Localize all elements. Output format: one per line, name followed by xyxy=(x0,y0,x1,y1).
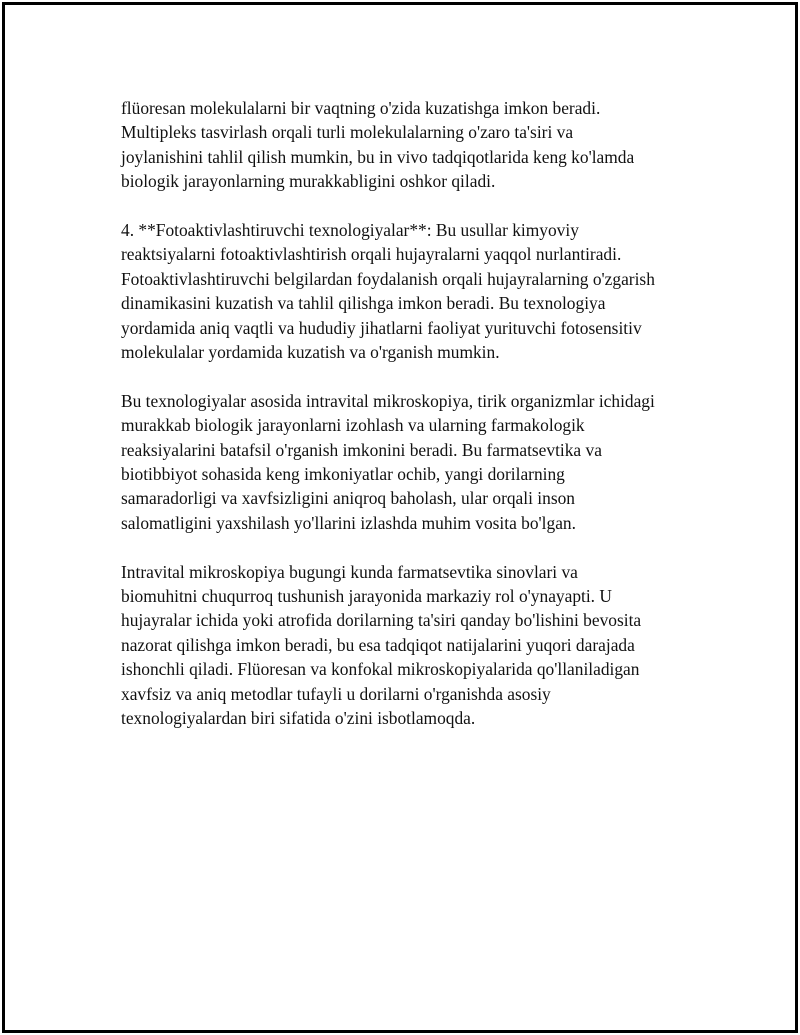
text-line: xavfsiz va aniq metodlar tufayli u dorilarni o'rganishda asosiy xyxy=(121,683,551,704)
text-line: reaktsiyalarni fotoaktivlashtirish orqali hujayralarni yaqqol nurlantiradi. xyxy=(121,244,622,265)
text-line: 4. **Fotoaktivlashtiruvchi texnologiyalar**: Bu usullar kimyoviy xyxy=(121,220,579,241)
text-line: Intravital mikroskopiya bugungi kunda farmatsevtika sinovlari va xyxy=(121,561,578,582)
page-content xyxy=(121,96,701,755)
paragraph-1 xyxy=(121,96,701,194)
paragraph-3 xyxy=(121,389,701,535)
text-line: molekulalar yordamida kuzatish va o'rganish mumkin. xyxy=(121,342,500,363)
paragraph-2 xyxy=(121,218,701,364)
text-line: biotibbiyot sohasida keng imkoniyatlar ochib, yangi dorilarning xyxy=(121,464,565,485)
text-line: biomuhitni chuqurroq tushunish jarayonida markaziy rol o'ynayapti. U xyxy=(121,586,612,607)
text-line: hujayralar ichida yoki atrofida dorilarning ta'siri qanday bo'lishini bevosita xyxy=(121,610,642,631)
text-line: biologik jarayonlarning murakkabligini oshkor qiladi. xyxy=(121,171,496,192)
text-line: ishonchli qiladi. Flüoresan va konfokal mikroskopiyalarida qo'llaniladigan xyxy=(121,659,640,680)
paragraph-4 xyxy=(121,560,701,731)
text-line: Bu texnologiyalar asosida intravital mikroskopiya, tirik organizmlar ichidagi xyxy=(121,390,655,411)
text-line: texnologiyalardan biri sifatida o'zini isbotlamoqda. xyxy=(121,708,476,729)
text-line: Fotoaktivlashtiruvchi belgilardan foydalanish orqali hujayralarning o'zgarish xyxy=(121,268,655,289)
text-line: dinamikasini kuzatish va tahlil qilishga imkon beradi. Bu texnologiya xyxy=(121,293,606,314)
text-line: joylanishini tahlil qilish mumkin, bu in vivo tadqiqotlarida keng ko'lamda xyxy=(121,146,635,167)
text-line: nazorat qilishga imkon beradi, bu esa tadqiqot natijalarini yuqori darajada xyxy=(121,634,635,655)
text-line: yordamida aniq vaqtli va hududiy jihatlarni faoliyat yurituvchi fotosensitiv xyxy=(121,317,642,338)
text-line: flüoresan molekulalarni bir vaqtning o'zida kuzatishga imkon beradi. xyxy=(121,98,601,118)
text-line: murakkab biologik jarayonlarni izohlash va ularning farmakologik xyxy=(121,415,585,436)
text-line: reaksiyalarini batafsil o'rganish imkonini beradi. Bu farmatsevtika va xyxy=(121,439,602,460)
text-line: samaradorligi va xavfsizligini aniqroq baholash, ular orqali inson xyxy=(121,488,575,509)
page-frame xyxy=(2,2,798,1033)
text-line: Multipleks tasvirlash orqali turli molekulalarning o'zaro ta'siri va xyxy=(121,122,574,143)
text-line: salomatligini yaxshilash yo'llarini izlashda muhim vosita bo'lgan. xyxy=(121,512,576,533)
